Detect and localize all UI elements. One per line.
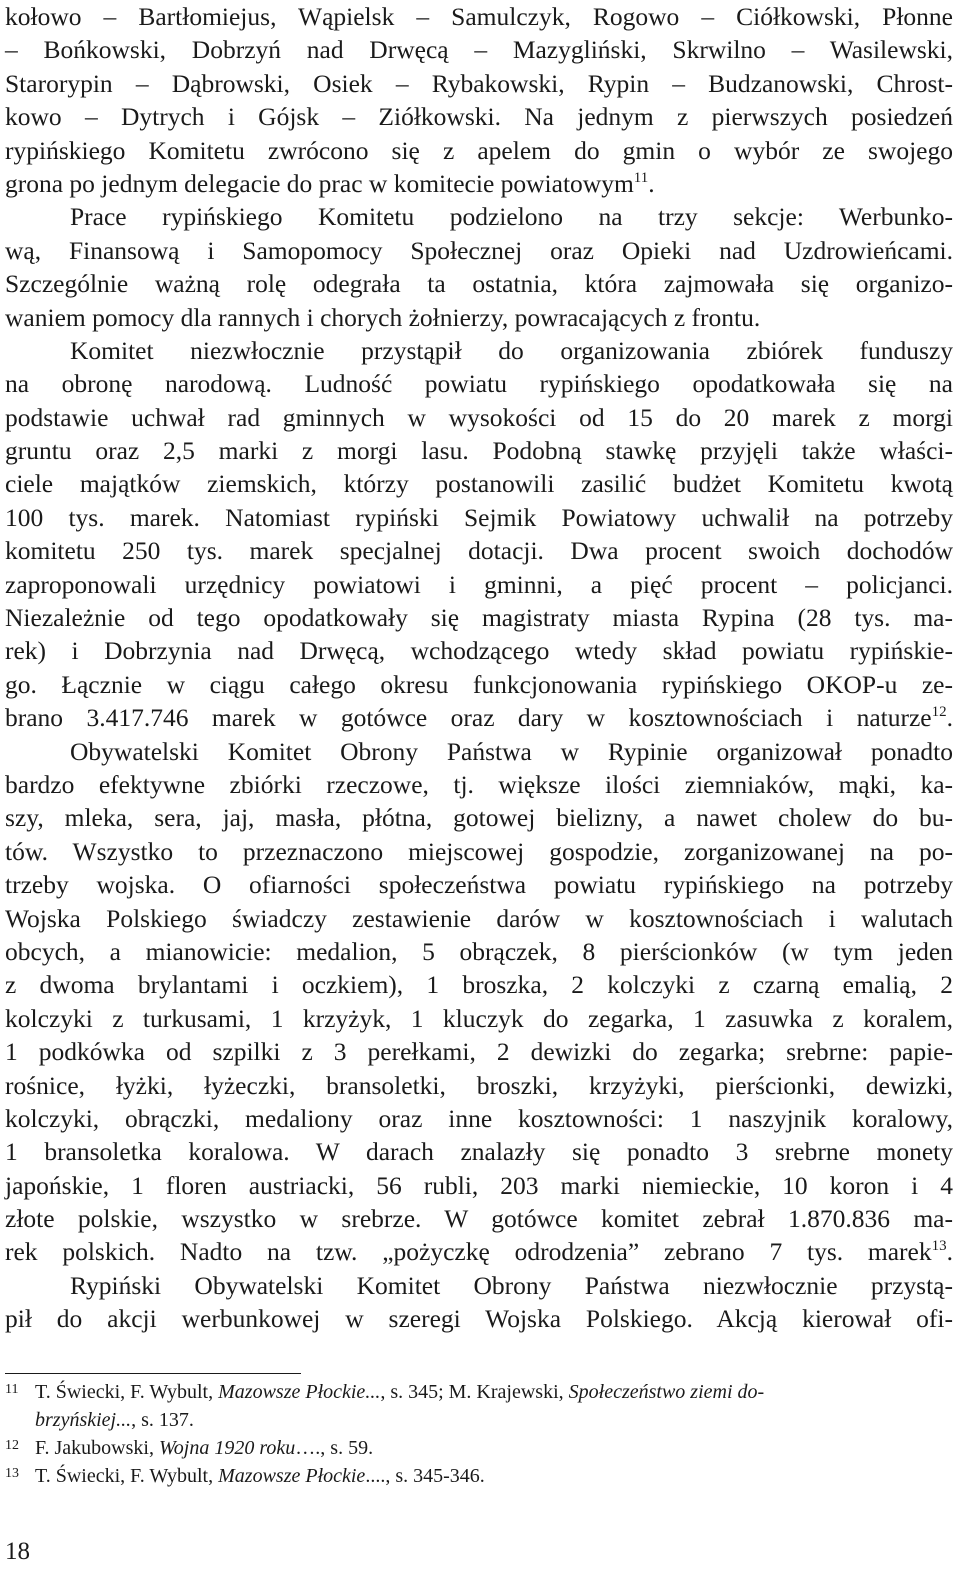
text-line: Niezależnie od tego opodatkowały się magistraty miasta Rypina (28 tys. ma- xyxy=(5,603,953,633)
text-line: bardzo efektywne zbiórki rzeczowe, tj. większe ilości ziemniaków, mąki, ka- xyxy=(5,769,953,799)
text-line: Wojska Polskiego świadczy zestawienie darów w kosztownościach i walutach xyxy=(5,903,953,933)
footnote-12 xyxy=(5,1434,953,1462)
body-text xyxy=(5,0,953,1336)
text-line: szy, mleka, sera, jaj, masła, płótna, gotowej bielizny, a nawet cholew do bu- xyxy=(5,803,953,833)
text-line: rek) i Dobrzynia nad Drwęcą, wchodzącego wtedy skład powiatu rypińskie- xyxy=(5,636,953,666)
text-line: rośnice, łyżki, łyżeczki, bransoletki, broszki, krzyżyki, pierścionki, dewizki, xyxy=(5,1070,953,1100)
text-line: Rypiński Obywatelski Komitet Obrony Państwa niezwłocznie przystą- xyxy=(70,1270,953,1300)
footnote-line: T. Świecki, F. Wybult, Mazowsze Płockie..., s. 345; M. Krajewski, Społeczeństwo ziemi do- xyxy=(35,1381,765,1403)
text-line: na obronę narodową. Ludność powiatu rypińskiego opodatkowała się na xyxy=(5,369,953,399)
footnote-number: 13 xyxy=(5,1466,19,1481)
text-line: Starorypin – Dąbrowski, Osiek – Rybakowski, Rypin – Budzanowski, Chrost- xyxy=(5,68,953,98)
footnote-ref: 11 xyxy=(633,169,649,186)
text-line: kołowo – Bartłomiejus, Wąpielsk – Samulczyk, Rogowo – Ciółkowski, Płonne xyxy=(5,2,953,31)
footnote-ref: 12 xyxy=(931,704,947,721)
footnote-number: 11 xyxy=(5,1382,19,1397)
text-line: 1 podkówka od szpilki z 3 perełkami, 2 dewizki do zegarka; srebrne: papie- xyxy=(5,1037,953,1067)
footnote-divider xyxy=(5,1373,301,1374)
text-line: Szczególnie ważną rolę odegrała ta ostatnia, która zajmowała się organizo- xyxy=(5,269,953,299)
text-line: go. Łącznie w ciągu całego okresu funkcjonowania rypińskiego OKOP-u ze- xyxy=(5,669,953,699)
text-line: kowo – Dytrych i Gójsk – Ziółkowski. Na jednym z pierwszych posiedzeń xyxy=(5,102,953,132)
text-line: ciele majątków ziemskich, którzy postanowili zasilić budżet Komitetu kwotą xyxy=(5,469,953,499)
text-line: pił do akcji werbunkowej w szeregi Wojska Polskiego. Akcją kierował ofi- xyxy=(5,1304,953,1334)
text-line: – Bońkowski, Dobrzyń nad Drwęcą – Mazygliński, Skrwilno – Wasilewski, xyxy=(5,35,953,65)
text-line: 1 bransoletka koralowa. W darach znalazły się ponadto 3 srebrne monety xyxy=(5,1137,953,1167)
text-line: Prace rypińskiego Komitetu podzielono na trzy sekcje: Werbunko- xyxy=(70,202,953,232)
text-line: obcych, a mianowicie: medalion, 5 obrączek, 8 pierścionków (w tym jeden xyxy=(5,936,953,966)
text-line: trzeby wojska. O ofiarności społeczeństwa powiatu rypińskiego na potrzeby xyxy=(5,870,953,900)
text-line: Obywatelski Komitet Obrony Państwa w Rypinie organizował ponadto xyxy=(70,736,953,766)
text-line: tów. Wszystko to przeznaczono miejscowej gospodzie, zorganizowanej na po- xyxy=(5,836,953,866)
text-line: złote polskie, wszystko w srebrze. W gotówce komitet zebrał 1.870.836 ma- xyxy=(5,1204,953,1234)
text-line: wą, Finansową i Samopomocy Społecznej oraz Opieki nad Uzdrowieńcami. xyxy=(5,235,953,265)
text-line: kolczyki z turkusami, 1 krzyżyk, 1 kluczyk do zegarka, 1 zasuwka z koralem, xyxy=(5,1003,953,1033)
footnote-line: F. Jakubowski, Wojna 1920 roku…., s. 59. xyxy=(35,1437,374,1459)
text-line: brano 3.417.746 marek w gotówce oraz dary w kosztownościach i naturze$^{12}$. xyxy=(5,703,953,733)
text-line: zaproponowali urzędnicy powiatowi i gminni, a pięć procent – policjanci. xyxy=(5,569,953,599)
footnotes xyxy=(5,1378,953,1490)
text-line: grona po jednym delegacie do prac w komitecie powiatowym$^{11}$. xyxy=(5,168,655,198)
text-line: komitetu 250 tys. marek specjalnej dotacji. Dwa procent swoich dochodów xyxy=(5,536,953,566)
footnote-11 xyxy=(5,1378,953,1434)
footnote-13 xyxy=(5,1462,953,1490)
text-line: waniem pomocy dla rannych i chorych żołnierzy, powracających z frontu. xyxy=(5,302,761,332)
text-line: podstawie uchwał rad gminnych w wysokości od 15 do 20 marek z morgi xyxy=(5,402,953,432)
text-line: japońskie, 1 floren austriacki, 56 rubli, 203 marki niemieckie, 10 koron i 4 xyxy=(5,1170,953,1200)
text-line: rek polskich. Nadto na tzw. „pożyczkę odrodzenia” zebrano 7 tys. marek$^{13}$. xyxy=(5,1237,953,1267)
footnote-ref: 13 xyxy=(931,1238,947,1255)
footnote-number: 12 xyxy=(5,1438,19,1453)
text-line: gruntu oraz 2,5 marki z morgi lasu. Podobną stawkę przyjęli także właści- xyxy=(5,436,953,466)
text-line: kolczyki, obrączki, medaliony oraz inne kosztowności: 1 naszyjnik koralowy, xyxy=(5,1103,953,1133)
text-line: 100 tys. marek. Natomiast rypiński Sejmik Powiatowy uchwalił na potrzeby xyxy=(5,502,953,532)
text-line: rypińskiego Komitetu zwrócono się z apelem do gmin o wybór ze swojego xyxy=(5,135,953,165)
footnote-line: brzyńskiej..., s. 137. xyxy=(35,1409,194,1431)
text-line: z dwoma brylantami i oczkiem), 1 broszka, 2 kolczyki z czarną emalią, 2 xyxy=(5,970,953,1000)
footnote-line: T. Świecki, F. Wybult, Mazowsze Płockie...., s. 345-346. xyxy=(35,1465,485,1487)
text-line: Komitet niezwłocznie przystąpił do organizowania zbiórek funduszy xyxy=(70,335,953,365)
page-number: 18 xyxy=(5,1538,30,1565)
